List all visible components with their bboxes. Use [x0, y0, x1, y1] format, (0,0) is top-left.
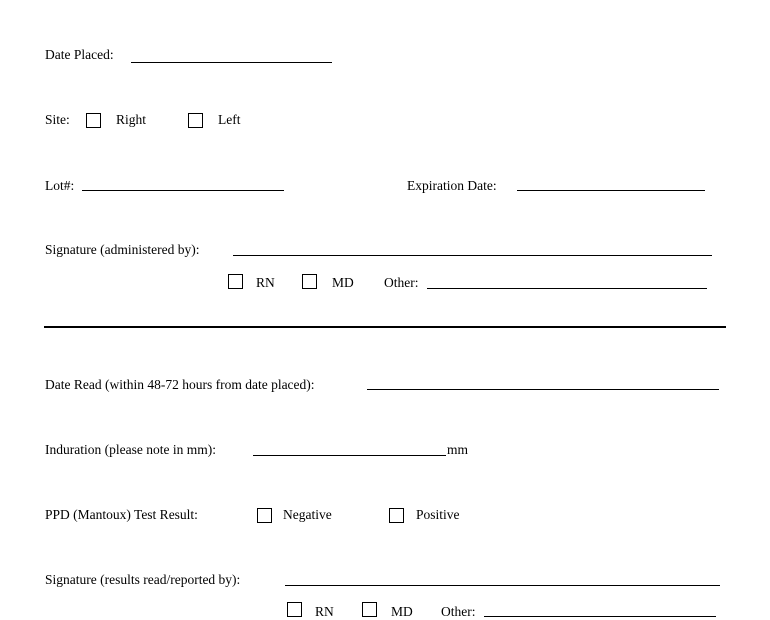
induration-label: Induration (please note in mm):: [45, 442, 216, 457]
site-left-label: Left: [218, 112, 241, 127]
administered-rn-label: RN: [256, 275, 275, 290]
results-signature-label: Signature (results read/reported by):: [45, 572, 241, 587]
site-label: Site:: [45, 112, 70, 127]
administered-other-label: Other:: [384, 275, 419, 290]
date-read-field[interactable]: [367, 389, 719, 390]
positive-checkbox[interactable]: [389, 508, 404, 523]
test-result-label: PPD (Mantoux) Test Result:: [45, 507, 198, 522]
negative-checkbox[interactable]: [257, 508, 272, 523]
results-rn-label: RN: [315, 604, 334, 619]
expiration-date-field[interactable]: [517, 190, 705, 191]
expiration-date-label: Expiration Date:: [407, 178, 497, 193]
administered-md-checkbox[interactable]: [302, 274, 317, 289]
results-md-checkbox[interactable]: [362, 602, 377, 617]
administered-rn-checkbox[interactable]: [228, 274, 243, 289]
lot-number-label: Lot#:: [45, 178, 75, 193]
administered-other-field[interactable]: [427, 288, 707, 289]
results-other-field[interactable]: [484, 616, 716, 617]
positive-label: Positive: [416, 507, 460, 522]
results-md-label: MD: [391, 604, 413, 619]
induration-field[interactable]: [253, 455, 446, 456]
site-left-checkbox[interactable]: [188, 113, 203, 128]
date-placed-field[interactable]: [131, 62, 332, 63]
section-divider: [44, 326, 726, 328]
date-placed-label: Date Placed:: [45, 47, 114, 62]
administered-signature-label: Signature (administered by):: [45, 242, 200, 257]
results-other-label: Other:: [441, 604, 476, 619]
site-right-label: Right: [116, 112, 147, 127]
negative-label: Negative: [283, 507, 332, 522]
administered-md-label: MD: [332, 275, 354, 290]
date-read-label: Date Read (within 48-72 hours from date placed):: [45, 377, 315, 392]
site-right-checkbox[interactable]: [86, 113, 101, 128]
lot-number-field[interactable]: [82, 190, 284, 191]
results-signature-field[interactable]: [285, 585, 720, 586]
administered-signature-field[interactable]: [233, 255, 712, 256]
induration-unit: mm: [447, 442, 469, 457]
results-rn-checkbox[interactable]: [287, 602, 302, 617]
